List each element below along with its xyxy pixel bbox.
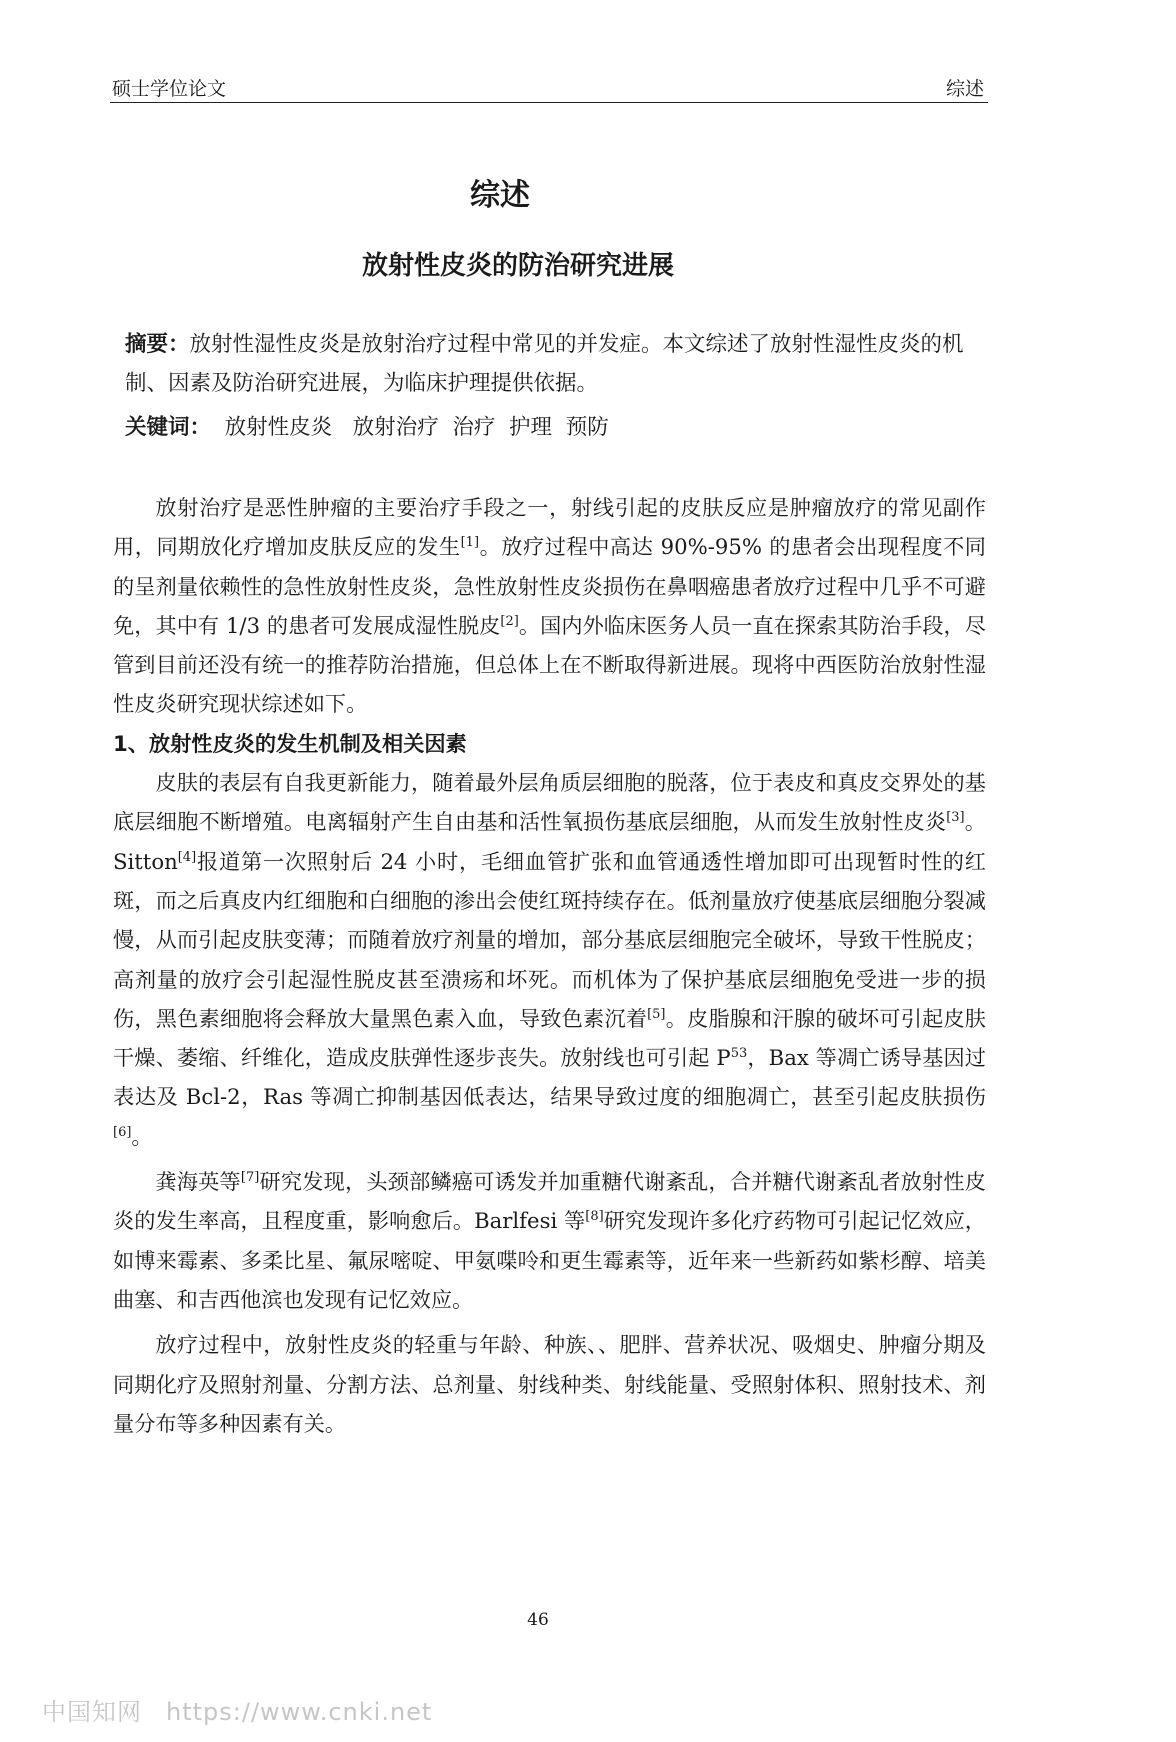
citation: [6] bbox=[113, 1124, 132, 1140]
section-heading: 1、放射性皮炎的发生机制及相关因素 bbox=[113, 730, 467, 756]
page-number: 46 bbox=[527, 1610, 549, 1630]
citation: [3] bbox=[946, 810, 965, 826]
citation: [7] bbox=[240, 1169, 260, 1185]
article-title: 放射性皮炎的防治研究进展 bbox=[361, 251, 674, 281]
paragraph-intro: 放射治疗是恶性肿瘤的主要治疗手段之一，射线引起的皮肤反应是肿瘤放疗的常见副作用，同期放化疗增加皮肤反应的发生[1]。放疗过程中高达 90%-95% 的患者会出现程度不同的呈剂量依赖性的急性放射性皮炎，急性放射性皮炎损伤在鼻咽癌患者放疗过程中几乎不可避免，其中有 1/3 的患者可发展成湿性脱皮[2]。国内外临床医务人员一直在探索其防治手段，尽管到目前还没有统一的推荐防治措施，但总体上在不断取得新进展。现将中西医防治放射性湿性皮炎研究现状综述如下。 bbox=[113, 495, 986, 717]
citation: [8] bbox=[585, 1209, 604, 1225]
abstract-label: 摘要： bbox=[125, 332, 190, 357]
paragraph-influences: 放疗过程中，放射性皮炎的轻重与年龄、种族、、肥胖、营养状况、吸烟史、肿瘤分期及同期化疗及照射剂量、分割方法、总剂量、射线种类、射线能量、受照射体积、照射技术、剂量分布等多种因素有关。 bbox=[113, 1332, 986, 1436]
running-header bbox=[110, 72, 988, 103]
citation: [1] bbox=[460, 535, 480, 551]
citation: [2] bbox=[500, 613, 519, 629]
watermark-brand: 中国知网 bbox=[42, 1698, 142, 1726]
superscript: 53 bbox=[730, 1046, 748, 1062]
abstract-text: 放射性湿性皮炎是放射治疗过程中常见的并发症。本文综述了放射性湿性皮炎的机制、因素及防治研究进展，为临床护理提供依据。 bbox=[125, 332, 964, 396]
citation: [5] bbox=[647, 1006, 666, 1022]
body-text bbox=[113, 488, 986, 1443]
page-title: 综述 bbox=[470, 178, 530, 213]
keywords-text: 放射性皮炎 放射治疗 治疗 护理 预防 bbox=[211, 415, 609, 440]
cnki-watermark bbox=[42, 1692, 432, 1727]
watermark-url: https://www.cnki.net bbox=[166, 1698, 433, 1726]
header-section: 综述 bbox=[945, 78, 984, 100]
paragraph-mechanism: 皮肤的表层有自我更新能力，随着最外层角质层细胞的脱落，位于表皮和真皮交界处的基底层细胞不断增殖。电离辐射产生自由基和活性氧损伤基底层细胞，从而发生放射性皮炎[3]。Sitton[4]报道第一次照射后 24 小时，毛细血管扩张和血管通透性增加即可出现暂时性的红斑，而之后真皮内红细胞和白细胞的渗出会使红斑持续存在。低剂量放疗使基底层细胞分裂减慢，从而引起皮肤变薄；而随着放疗剂量的增加，部分基底层细胞完全破坏，导致干性脱皮；高剂量的放疗会引起湿性脱皮甚至溃疡和坏死。而机体为了保护基底层细胞免受进一步的损伤，黑色素细胞将会释放大量黑色素入血，导致色素沉着[5]。皮脂腺和汗腺的破坏可引起皮肤干燥、萎缩、纤维化，造成皮肤弹性逐步丧失。放射线也可引起 $P^{53}$，Bax 等凋亡诱导基因过表达及 Bcl-2，Ras 等凋亡抑制基因低表达，结果导致过度的细胞凋亡，甚至引起皮肤损伤[6]。 bbox=[113, 770, 986, 1149]
abstract bbox=[125, 325, 985, 403]
header-thesis-type: 硕士学位论文 bbox=[112, 78, 227, 100]
paragraph-factors: 龚海英等[7]研究发现，头颈部鳞癌可诱发并加重糖代谢紊乱，合并糖代谢紊乱者放射性皮炎的发生率高，且程度重，影响愈后。Barlfesi 等[8]研究发现许多化疗药物可引起记忆效应，如博来霉素、多柔比星、氟尿嘧啶、甲氨喋呤和更生霉素等，近年来一些新药如紫杉醇、培美曲塞、和吉西他滨也发现有记忆效应。 bbox=[113, 1169, 986, 1312]
citation: [4] bbox=[177, 849, 197, 865]
keywords-label: 关键词： bbox=[125, 415, 212, 440]
keywords bbox=[125, 408, 985, 447]
